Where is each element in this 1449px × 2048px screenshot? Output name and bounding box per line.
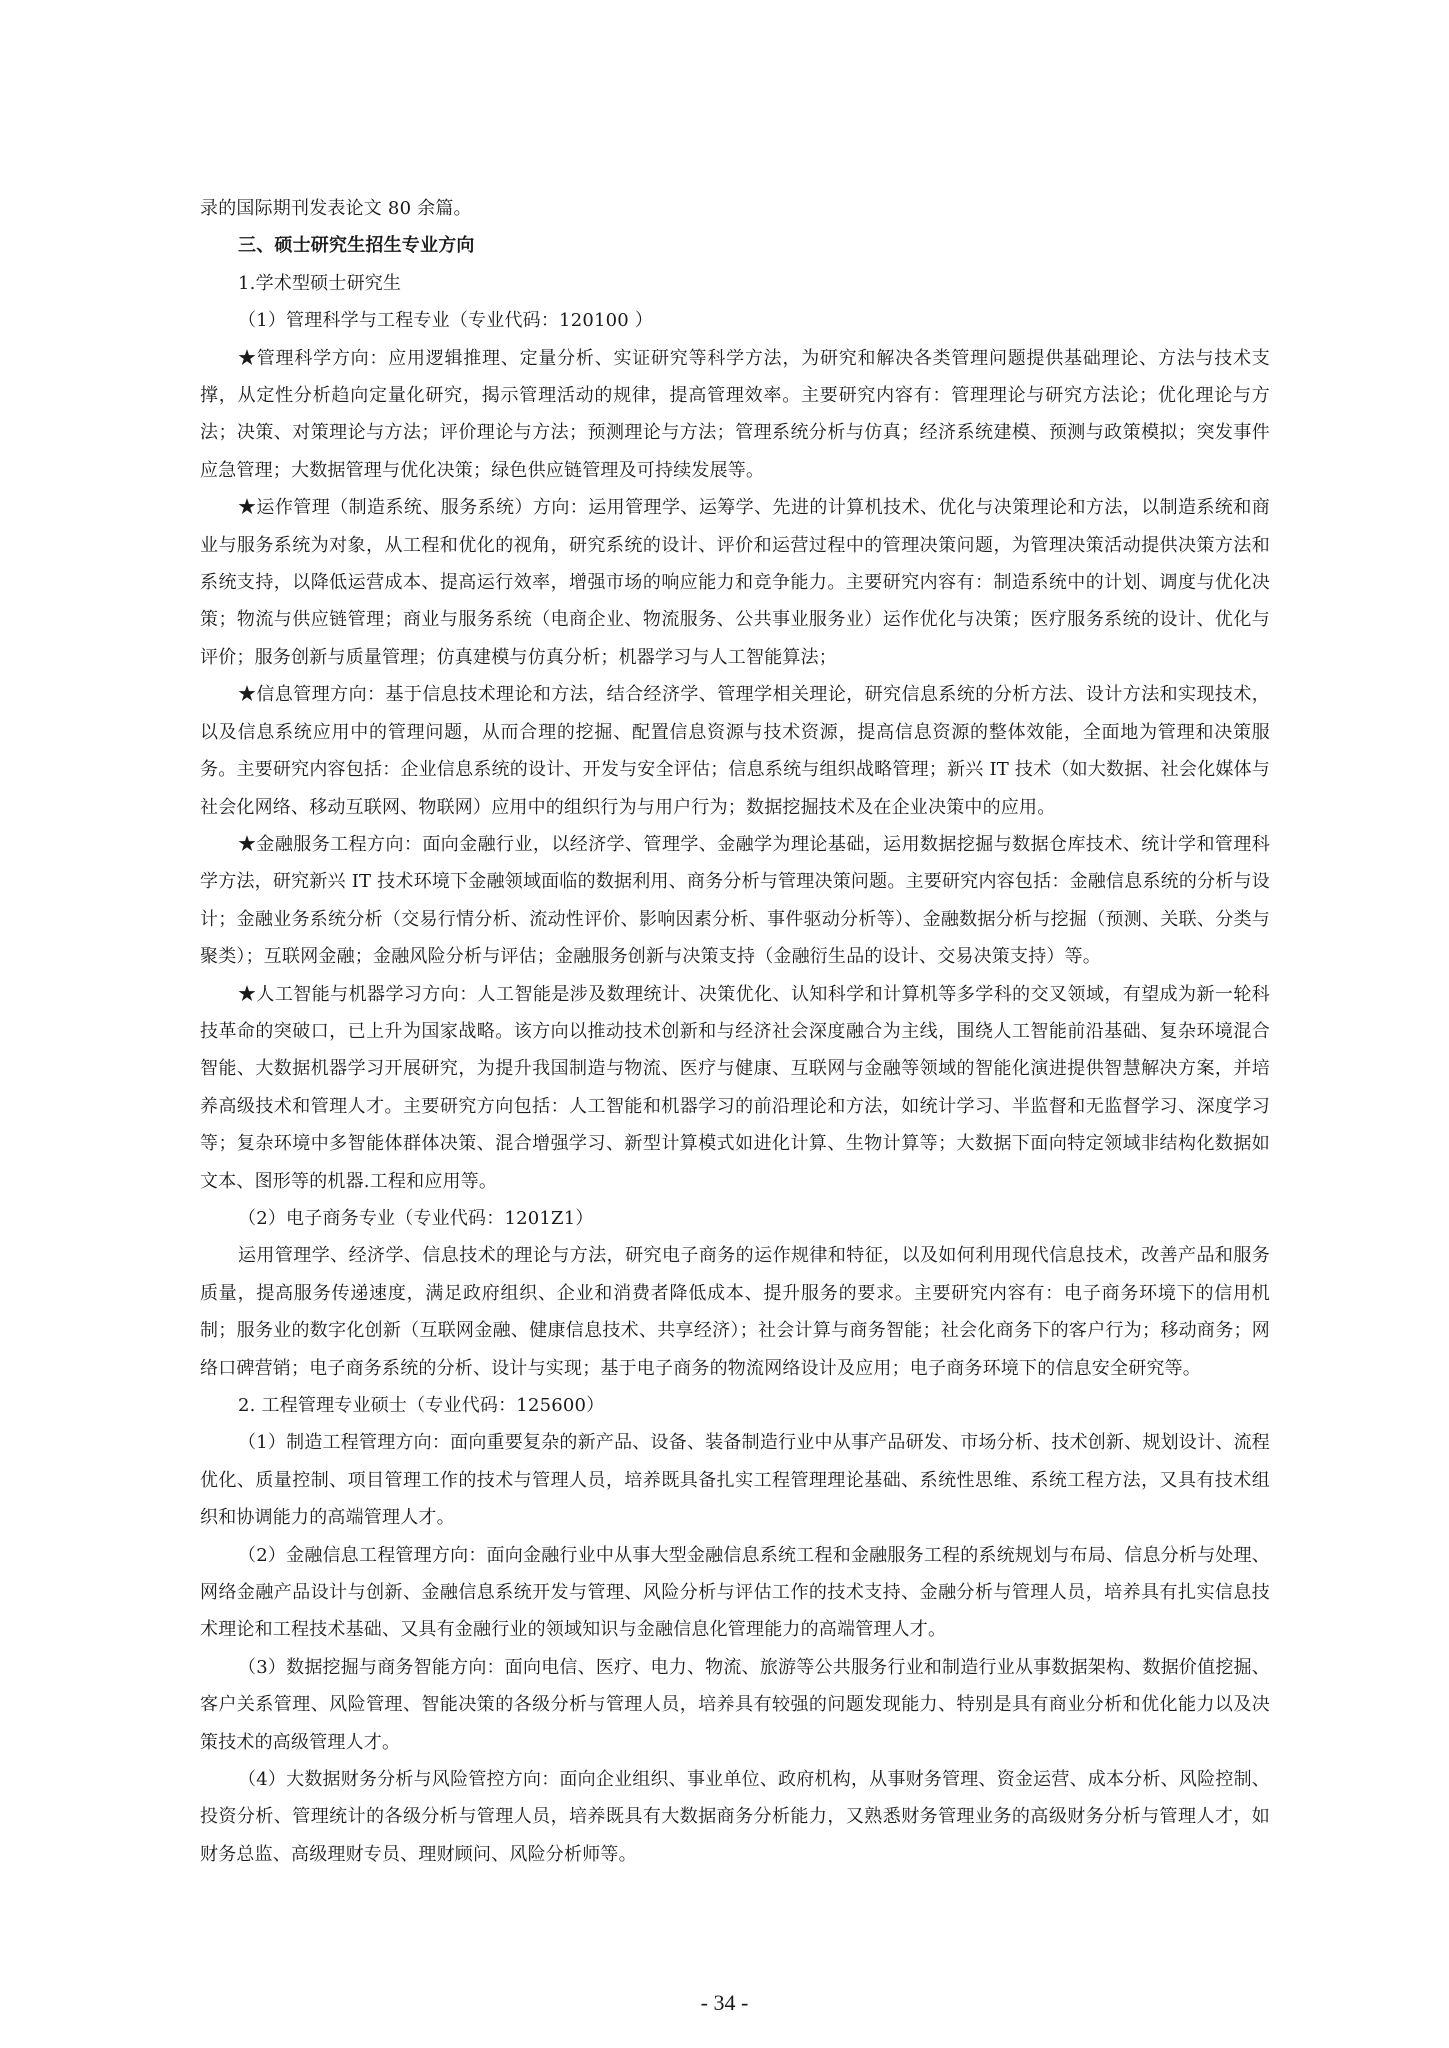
paragraph: 1.学术型硕士研究生 <box>238 272 402 294</box>
paragraph: （4）大数据财务分析与风险管控方向：面向企业组织、事业单位、政府机构，从事财务管理、资金运营、成本分析、风险控制、投资分析、管理统计的各级分析与管理人员，培养既具有大数据商务分析能力，又熟悉财务管理业务的高级财务分析与管理人才，如财务总监、高级理财专员、理财顾问、风险分析师等。 <box>200 1769 1270 1865</box>
paragraph: ★金融服务工程方向：面向金融行业，以经济学、管理学、金融学为理论基础，运用数据挖掘与数据仓库技术、统计学和管理科学方法，研究新兴 IT 技术环境下金融领域面临的数据利用、商务分析与管理决策问题。主要研究内容包括：金融信息系统的分析与设计；金融业务系统分析（交易行情分析、流动性评价、影响因素分析、事件驱动分析等）、金融数据分析与挖掘（预测、关联、分类与聚类）；互联网金融；金融风险分析与评估；金融服务创新与决策支持（金融衍生品的设计、交易决策支持）等。 <box>200 833 1270 968</box>
paragraph: （1）制造工程管理方向：面向重要复杂的新产品、设备、装备制造行业中从事产品研发、市场分析、技术创新、规划设计、流程优化、质量控制、项目管理工作的技术与管理人员，培养既具备扎实工程管理理论基础、系统性思维、系统工程方法，又具有技术组织和协调能力的高端管理人才。 <box>200 1432 1270 1529</box>
section-heading: 三、硕士研究生招生专业方向 <box>238 235 475 257</box>
paragraph: 录的国际期刊发表论文 80 余篇。 <box>200 198 472 219</box>
paragraph: ★人工智能与机器学习方向：人工智能是涉及数理统计、决策优化、认知科学和计算机等多学科的交叉领域，有望成为新一轮科技革命的突破口，已上升为国家战略。该方向以推动技术创新和与经济社会深度融合为主线，围绕人工智能前沿基础、复杂环境混合智能、大数据机器学习开展研究，为提升我国制造与物流、医疗与健康、互联网与金融等领域的智能化演进提供智慧解决方案，并培养高级技术和管理人才。主要研究方向包括：人工智能和机器学习的前沿理论和方法，如统计学习、半监督和无监督学习、深度学习等；复杂环境中多智能体群体决策、混合增强学习、新型计算模式如进化计算、生物计算等；大数据下面向特定领域非结构化数据如文本、图形等的机器.工程和应用等。 <box>200 983 1270 1192</box>
paragraph: ★管理科学方向：应用逻辑推理、定量分析、实证研究等科学方法，为研究和解决各类管理问题提供基础理论、方法与技术支撑，从定性分析趋向定量化研究，揭示管理活动的规律，提高管理效率。主要研究内容有：管理理论与研究方法论；优化理论与方法；决策、对策理论与方法；评价理论与方法；预测理论与方法；管理系统分析与仿真；经济系统建模、预测与政策模拟；突发事件应急管理；大数据管理与优化决策；绿色供应链管理及可持续发展等。 <box>200 347 1270 481</box>
paragraph: ★信息管理方向：基于信息技术理论和方法，结合经济学、管理学相关理论，研究信息系统的分析方法、设计方法和实现技术，以及信息系统应用中的管理问题，从而合理的挖掘、配置信息资源与技术资源，提高信息资源的整体效能，全面地为管理和决策服务。主要研究内容包括：企业信息系统的设计、开发与安全评估；信息系统与组织战略管理；新兴 IT 技术（如大数据、社会化媒体与社会化网络、移动互联网、物联网）应用中的组织行为与用户行为；数据挖掘技术及在企业决策中的应用。 <box>200 684 1270 818</box>
paragraph: 运用管理学、经济学、信息技术的理论与方法，研究电子商务的运作规律和特征，以及如何利用现代信息技术，改善产品和服务质量，提高服务传递速度，满足政府组织、企业和消费者降低成本、提升服务的要求。主要研究内容有：电子商务环境下的信用机制；服务业的数字化创新（互联网金融、健康信息技术、共享经济）；社会计算与商务智能；社会化商务下的客户行为；移动商务；网络口碑营销；电子商务系统的分析、设计与实现；基于电子商务的物流网络设计及应用；电子商务环境下的信息安全研究等。 <box>200 1245 1270 1379</box>
body-text <box>200 190 1270 1873</box>
page-number: - 34 - <box>700 1990 749 2015</box>
paragraph: 2. 工程管理专业硕士（专业代码：125600） <box>238 1395 605 1416</box>
paragraph: ★运作管理（制造系统、服务系统）方向：运用管理学、运筹学、先进的计算机技术、优化与决策理论和方法，以制造系统和商业与服务系统为对象，从工程和优化的视角，研究系统的设计、评价和运营过程中的管理决策问题，为管理决策活动提供决策方法和系统支持，以降低运营成本、提高运行效率，增强市场的响应能力和竞争能力。主要研究内容有：制造系统中的计划、调度与优化决策；物流与供应链管理；商业与服务系统（电商企业、物流服务、公共事业服务业）运作优化与决策；医疗服务系统的设计、优化与评价；服务创新与质量管理；仿真建模与仿真分析；机器学习与人工智能算法； <box>200 497 1270 668</box>
paragraph: （2）电子商务专业（专业代码：1201Z1） <box>238 1207 594 1229</box>
paragraph: （1）管理科学与工程专业（专业代码：120100 ） <box>238 310 654 332</box>
paragraph: （2）金融信息工程管理方向：面向金融行业中从事大型金融信息系统工程和金融服务工程的系统规划与布局、信息分析与处理、网络金融产品设计与创新、金融信息系统开发与管理、风险分析与评估工作的技术支持、金融分析与管理人员，培养具有扎实信息技术理论和工程技术基础、又具有金融行业的领域知识与金融信息化管理能力的高端管理人才。 <box>200 1544 1270 1641</box>
paragraph: （3）数据挖掘与商务智能方向：面向电信、医疗、电力、物流、旅游等公共服务行业和制造行业从事数据架构、数据价值挖掘、客户关系管理、风险管理、智能决策的各级分析与管理人员，培养具有较强的问题发现能力、特别是具有商业分析和优化能力以及决策技术的高级管理人才。 <box>200 1656 1270 1753</box>
